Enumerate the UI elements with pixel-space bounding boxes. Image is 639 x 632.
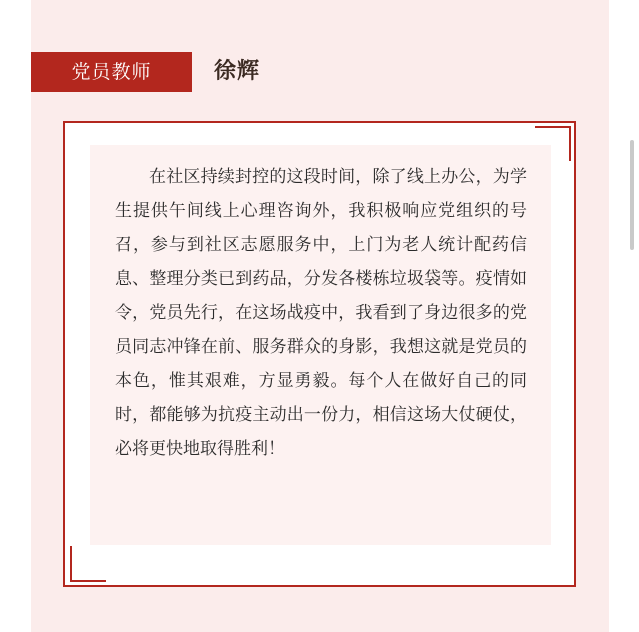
teacher-name: 徐辉 — [214, 59, 261, 84]
corner-decoration-bottom-left — [70, 546, 106, 582]
article-body: 在社区持续封控的这段时间，除了线上办公，为学生提供午间线上心理咨询外，我积极响应党组织的号召，参与到社区志愿服务中，上门为老人统计配药信息、整理分类已到药品，分发各楼栋垃圾袋等。疫情如令，党员先行，在这场战疫中，我看到了身边很多的党员同志冲锋在前、服务群众的身影，我想这就是党员的本色，惟其艰难，方显勇毅。每个人在做好自己的同时，都能够为抗疫主动出一份力，相信这场大仗硬仗，必将更快地取得胜利！ — [115, 167, 527, 459]
scrollbar[interactable] — [630, 140, 634, 250]
section-label: 党员教师 — [31, 52, 192, 92]
